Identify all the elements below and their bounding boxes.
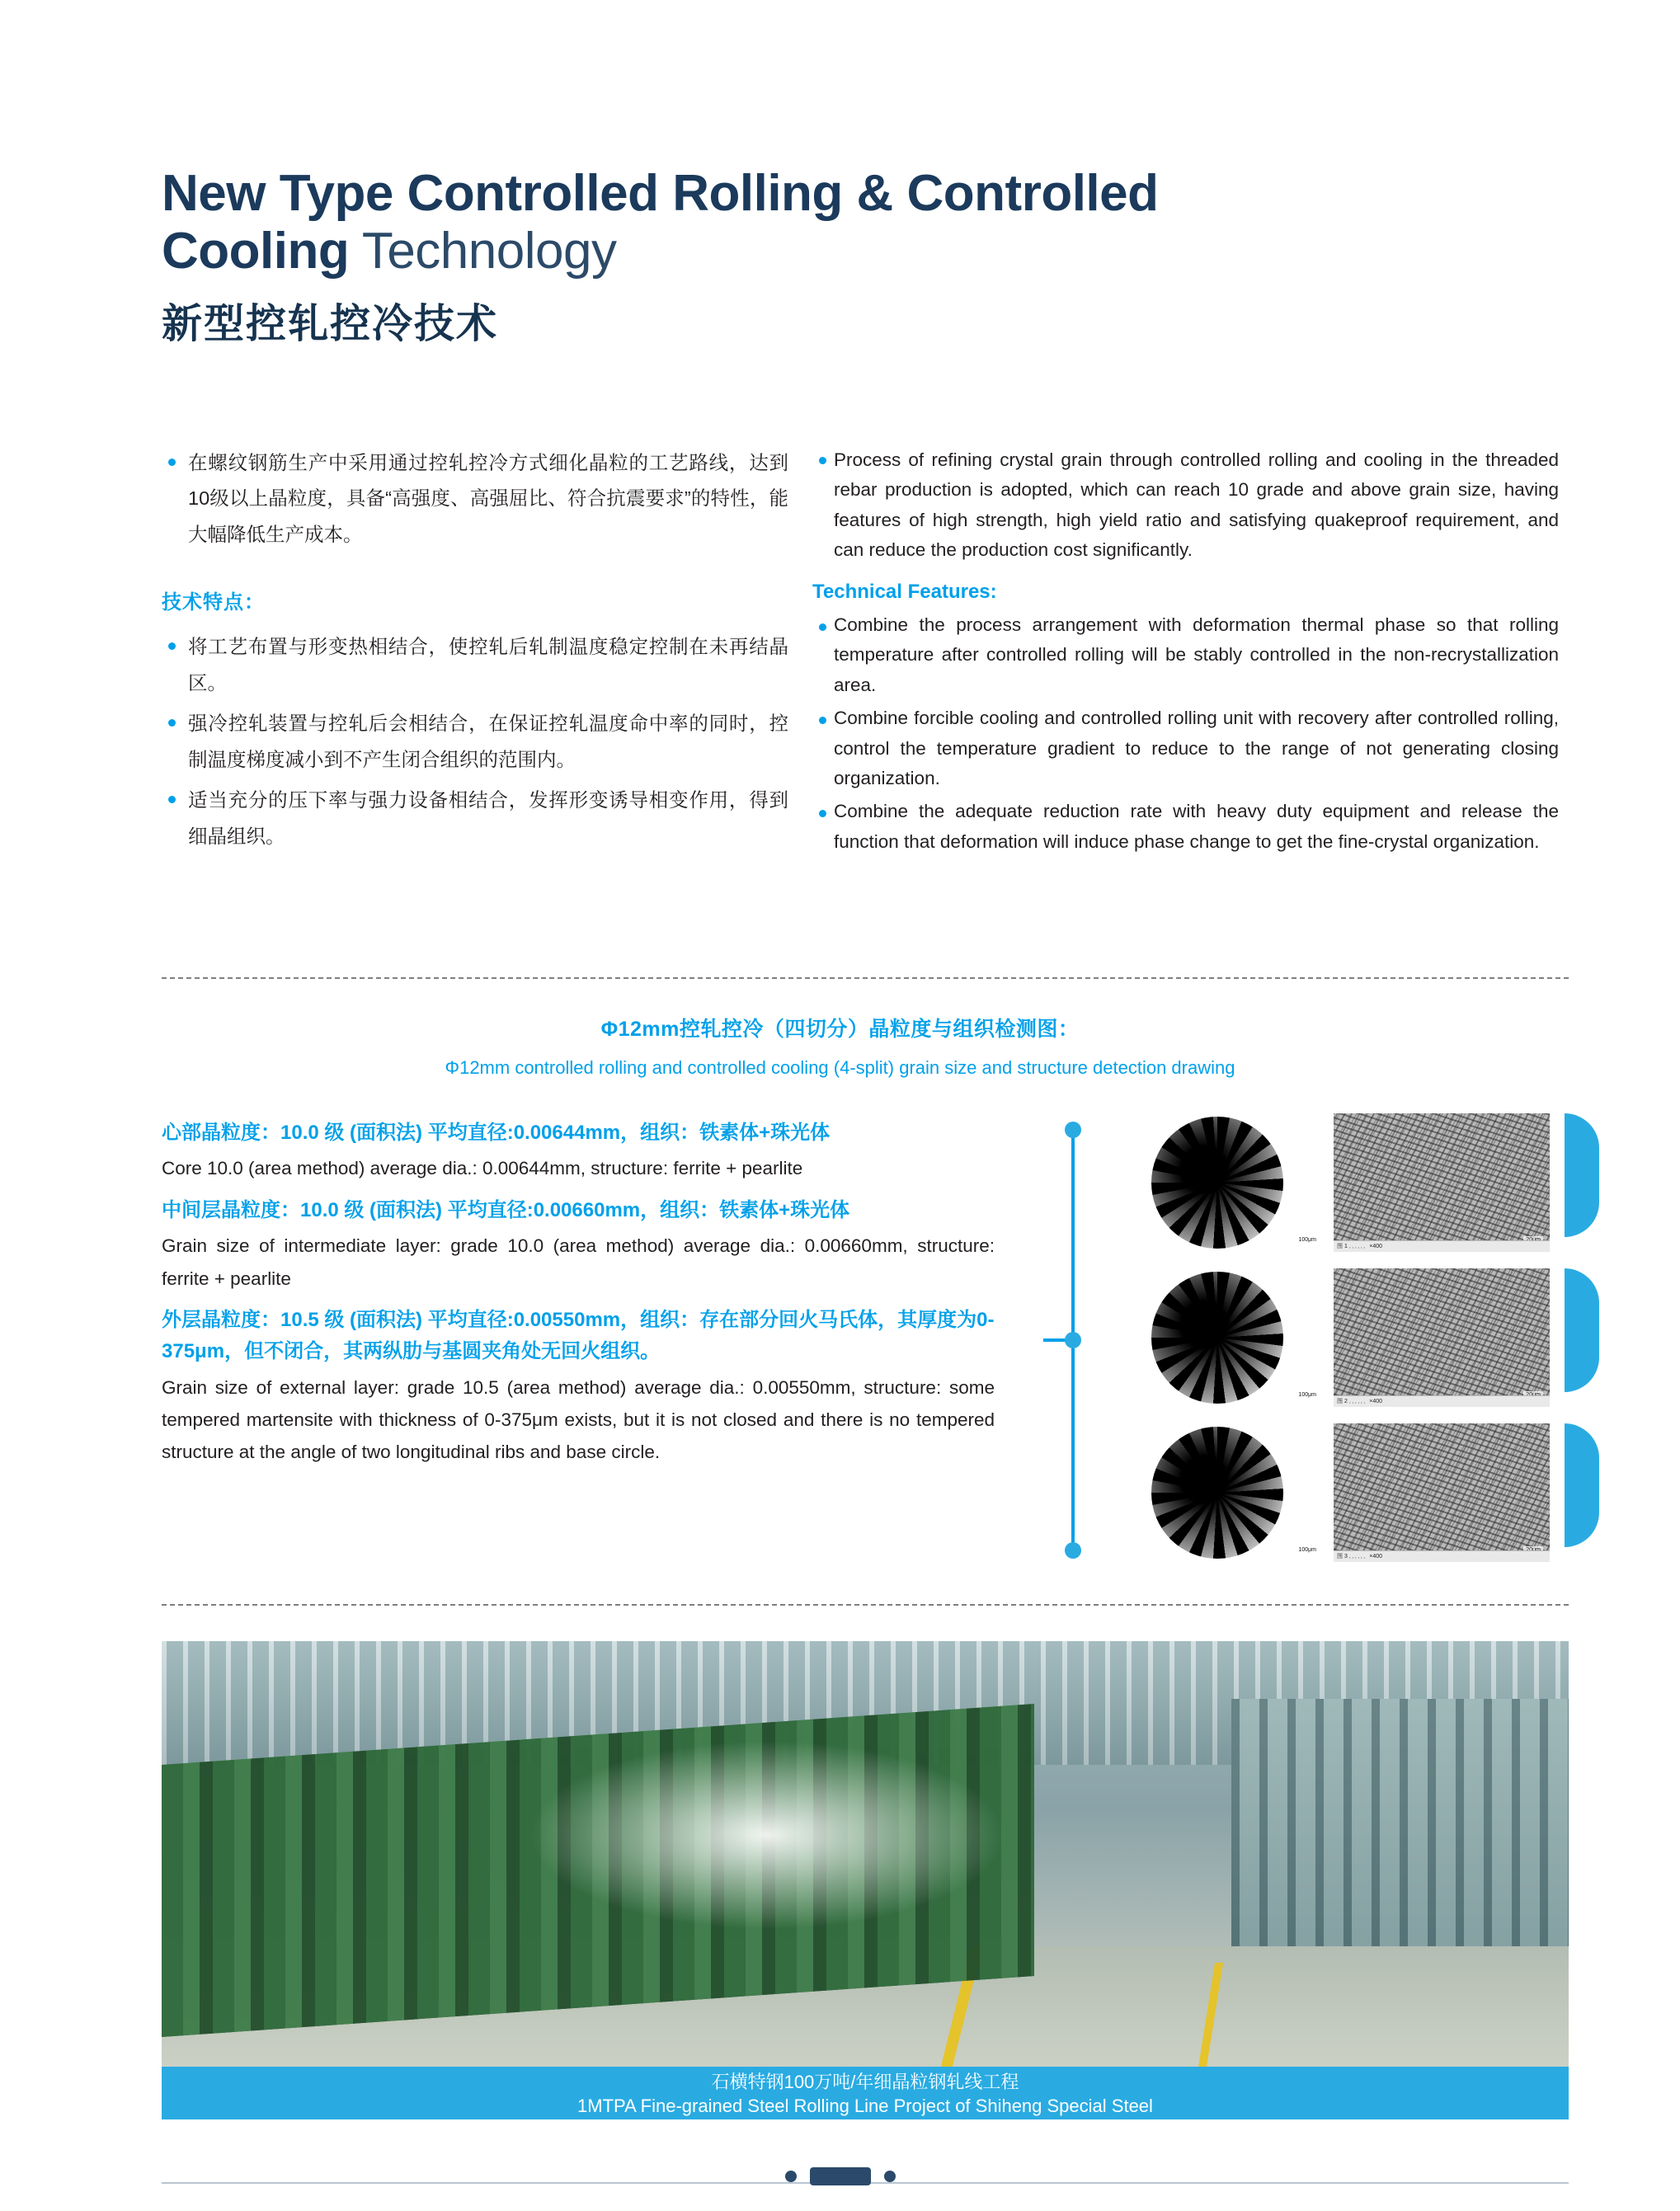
features-heading-english: Technical Features:: [812, 580, 997, 603]
detection-row-3-english: Grain size of external layer: grade 10.5 (area method) average dia.: 0.00550mm, structure: some tempered martensite with thickness of 0-375μm exists, but it is not closed and there is no tempered structure at the angle of two longitudinal ribs and base circle.: [162, 1376, 995, 1463]
photo-steam: [528, 1740, 1006, 1930]
blue-accent-tab: [1565, 1113, 1599, 1237]
brace-connector: [1043, 1115, 1093, 1565]
micrograph-row: [1109, 1268, 1571, 1407]
brace-dot-middle: [1065, 1332, 1081, 1348]
micrograph-row: [1109, 1113, 1571, 1252]
title-english: [162, 165, 1613, 280]
feature-item-en-3: Combine the adequate reduction rate with heavy duty equipment and release the function that deformation will induce phase change to get the fine-crystal organization.: [812, 797, 1559, 857]
features-heading-chinese: 技术特点：: [162, 591, 265, 614]
title-english-line1: New Type Controlled Rolling & Controlled: [162, 165, 1159, 222]
micrograph-row: [1109, 1423, 1571, 1562]
scalebar-label: 100μm: [1296, 1391, 1319, 1399]
photo-caption-chinese: 石横特钢100万吨/年细晶粒钢轧线工程: [711, 2072, 1019, 2092]
page-title: [162, 165, 1613, 350]
detection-heading-english: Φ12mm controlled rolling and controlled cooling (4-split) grain size and structure detection drawing: [445, 1057, 1235, 1078]
micrograph-gallery: [1043, 1105, 1571, 1575]
grain-structure-circle: [1151, 1117, 1283, 1249]
feature-item-en-1: Combine the process arrangement with deformation thermal phase so that rolling temperature after controlled rolling will be stably controlled in the non-recrystallization area.: [812, 610, 1559, 700]
detection-heading-chinese: Φ12mm控轧控冷（四切分）晶粒度与组织检测图：: [600, 1018, 1080, 1041]
feature-item-cn-1: 将工艺布置与形变热相结合，使控轧后轧制温度稳定控制在未再结晶区。: [162, 629, 788, 701]
footer-ornament: [0, 2167, 1680, 2185]
detection-text-column: [162, 1117, 995, 1479]
right-column: [812, 445, 1559, 860]
feature-item-cn-3: 适当充分的压下率与强力设备相结合，发挥形变诱导相变作用，得到细晶组织。: [162, 783, 788, 854]
detection-row-2-chinese: 中间层晶粒度：10.0 级 (面积法) 平均直径:0.00660mm，组织：铁素体+珠光体: [162, 1198, 850, 1221]
micrograph-caption: 图 2 ．．．．．．×400: [1334, 1395, 1550, 1407]
intro-chinese-bullet: 在螺纹钢筋生产中采用通过控轧控冷方式细化晶粒的工艺路线，达到10级以上晶粒度，具备“高强度、高强屈比、符合抗震要求”的特性，能大幅降低生产成本。: [162, 445, 788, 553]
grain-texture: [1334, 1113, 1550, 1252]
footer-dot: [884, 2171, 896, 2182]
facility-photo: [162, 1641, 1569, 2119]
micrograph-core-highmag: [1334, 1113, 1550, 1252]
micrograph-intermediate-lowmag: [1109, 1268, 1325, 1407]
blue-accent-tab: [1565, 1423, 1599, 1547]
feature-item-cn-2: 强冷控轧装置与控轧后会相结合，在保证控轧温度命中率的同时，控制温度梯度减小到不产生闭合组织的范围内。: [162, 706, 788, 778]
footer-bar: [810, 2167, 871, 2185]
brace-dot-bottom: [1065, 1542, 1081, 1559]
feature-item-en-2: Combine forcible cooling and controlled rolling unit with recovery after controlled rolling, control the temperature gradient to reduce to the range of not generating closing organization.: [812, 703, 1559, 793]
micrograph-external-lowmag: [1109, 1423, 1325, 1562]
grain-texture: [1334, 1268, 1550, 1407]
micrograph-core-lowmag: [1109, 1113, 1325, 1252]
micrograph-caption: 图 1 ．．．．．．×400: [1334, 1240, 1550, 1252]
title-english-line2-light: Technology: [349, 223, 617, 280]
micrograph-intermediate-highmag: [1334, 1268, 1550, 1407]
grain-texture: [1334, 1423, 1550, 1562]
brace-dot-top: [1065, 1122, 1081, 1138]
photo-right-wall: [1231, 1699, 1569, 1971]
left-column: [162, 445, 788, 859]
scalebar-label: 100μm: [1296, 1546, 1319, 1554]
grain-structure-circle: [1151, 1427, 1283, 1559]
detection-row-1-english: Core 10.0 (area method) average dia.: 0.00644mm, structure: ferrite + pearlite: [162, 1158, 803, 1179]
detection-row-3-chinese: 外层晶粒度：10.5 级 (面积法) 平均直径:0.00550mm，组织：存在部分回火马氏体，其厚度为0-375μm，但不闭合，其两纵肋与基圆夹角处无回火组织。: [162, 1308, 995, 1363]
detection-row-1-chinese: 心部晶粒度：10.0 级 (面积法) 平均直径:0.00644mm，组织：铁素体+珠光体: [162, 1122, 831, 1144]
divider-top: [162, 977, 1569, 979]
photo-caption-bar: [162, 2067, 1569, 2119]
micrograph-caption: 图 3 ．．．．．．×400: [1334, 1550, 1550, 1562]
photo-caption-english: 1MTPA Fine-grained Steel Rolling Line Project of Shiheng Special Steel: [577, 2096, 1153, 2116]
title-english-line2-bold: Cooling: [162, 223, 350, 280]
grain-structure-circle: [1151, 1272, 1283, 1404]
title-chinese: 新型控轧控冷技术: [162, 302, 499, 347]
blue-accent-tab: [1565, 1268, 1599, 1392]
divider-bottom: [162, 1604, 1569, 1606]
scalebar-label: 100μm: [1296, 1236, 1319, 1244]
detection-row-2-english: Grain size of intermediate layer: grade 10.0 (area method) average dia.: 0.00660mm, structure: ferrite + pearlite: [162, 1235, 995, 1289]
micrograph-external-highmag: [1334, 1423, 1550, 1562]
intro-english-paragraph: Process of refining crystal grain through controlled rolling and cooling in the threaded rebar production is adopted, which can reach 10 grade and above grain size, having features of high strength, high yield ratio and satisfying quakeproof requirement, and can reduce the production cost significantly.: [812, 445, 1559, 566]
footer-dot: [785, 2171, 797, 2182]
